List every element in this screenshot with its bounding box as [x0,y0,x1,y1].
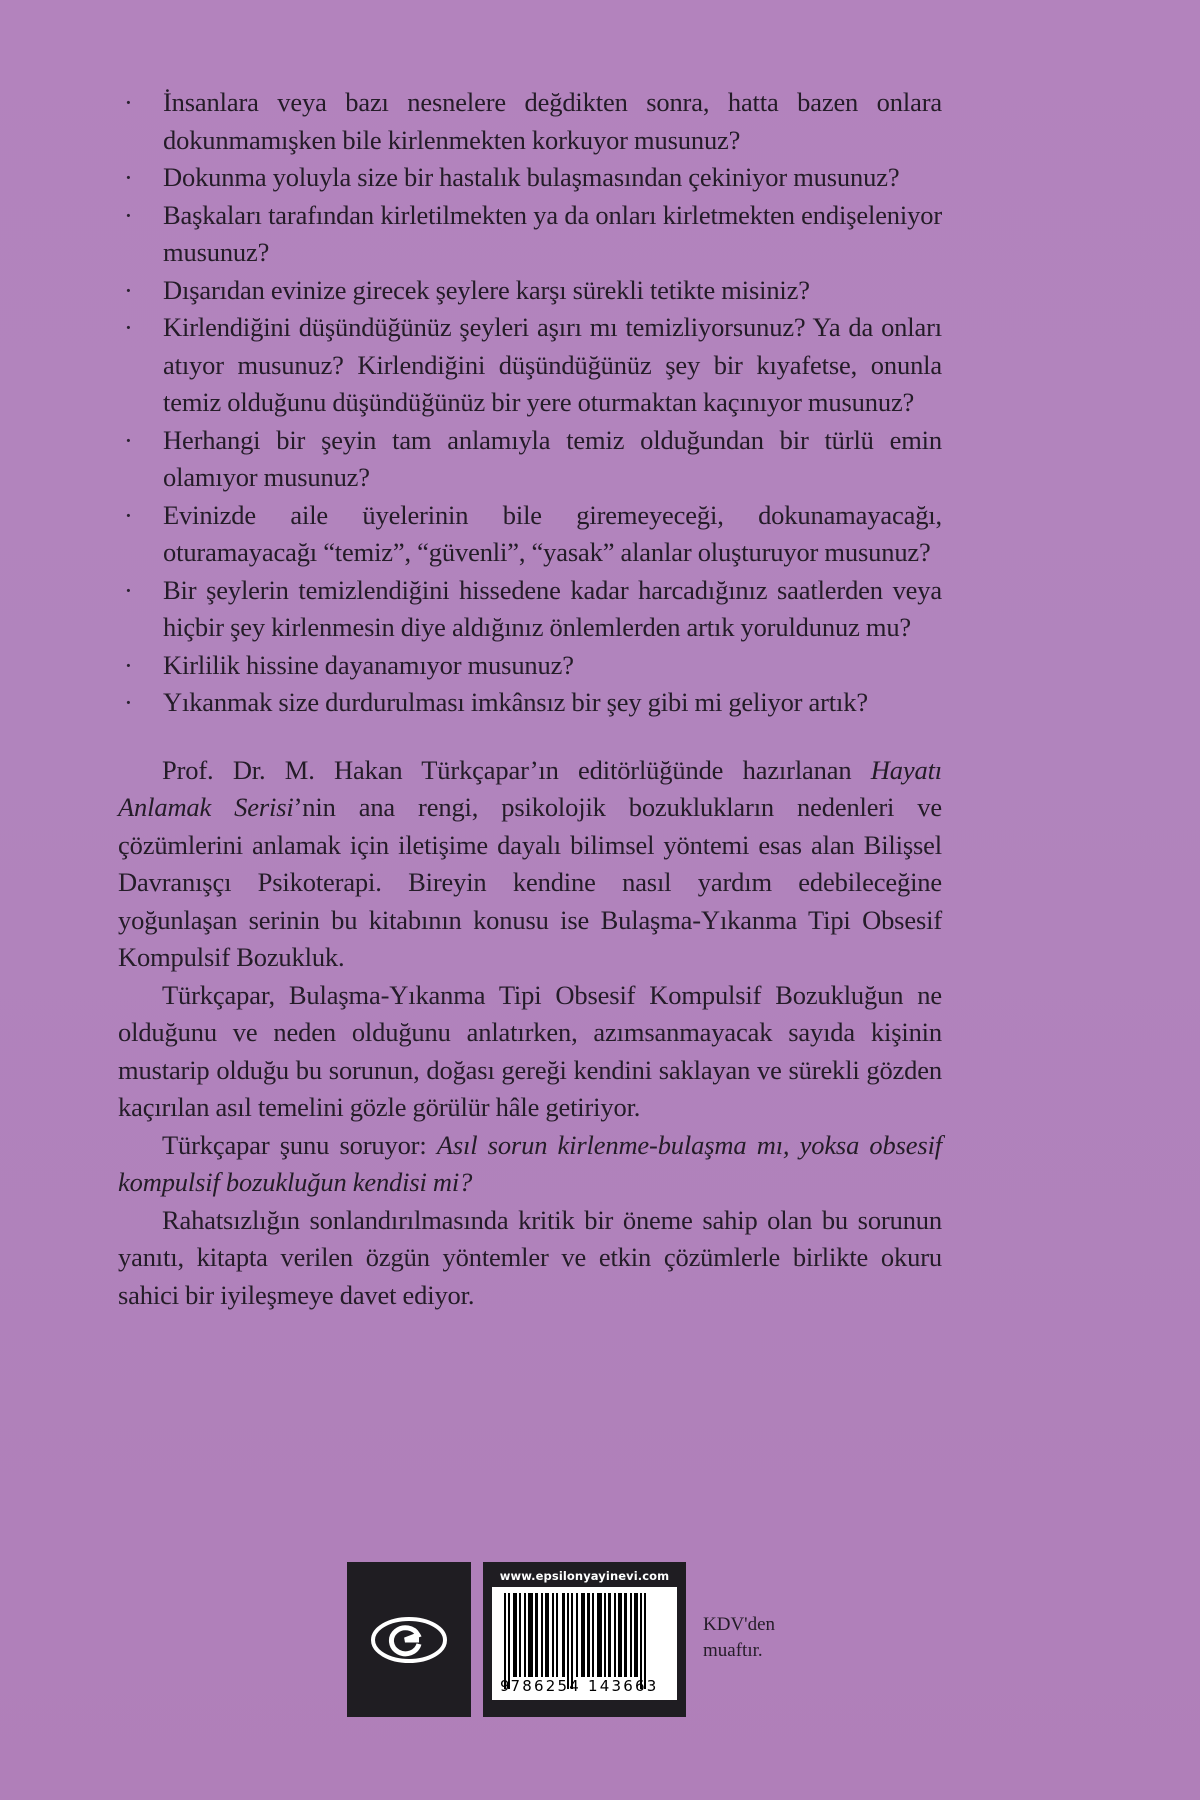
barcode-bars [504,1593,668,1677]
question-text: Dokunma yoluyla size bir hastalık bulaşmasından çekiniyor musunuz? [163,162,900,192]
list-item [118,84,942,159]
publisher-website: www.epsilonyayinevi.com [499,1569,670,1583]
bullet-dot-icon: · [124,87,133,117]
list-item [118,197,942,272]
bullet-dot-icon: · [124,162,133,192]
tax-note-line-1: KDV'den [703,1614,776,1635]
list-item [118,272,942,310]
blurb-p1-part2: ’nin ana rengi, psikolojik bozuklukların nedenleri ve çözümlerini anlamak için iletişime dayalı bilimsel yöntemi esas alan Bilişsel Davranışçı Psikoterapi. Bireyin kendine nasıl yardım edebileceğine yoğunlaşan serinin bu kitabının konusu ise Bulaşma-Yıkanma Tipi Obsesif Kompulsif Bozukluk. [118,792,942,972]
question-text: Kirlendiğini düşündüğünüz şeyleri aşırı mı temizliyorsunuz? Ya da onları atıyor musunuz? Kirlendiğini düşündüğünüz şey bir kıyafetse, onunla temiz olduğunu düşündüğünüz bir yere oturmaktan kaçınıyor musunuz? [163,312,942,417]
bullet-dot-icon: · [124,499,133,530]
question-text: Kirlilik hissine dayanamıyor musunuz? [163,649,574,680]
question-text: Evinizde aile üyelerinin bile giremeyeceği, dokunamayacağı, oturamayacağı “temiz”, “güvenli”, “yasak” alanlar oluşturuyor musunuz? [163,499,942,567]
bullet-dot-icon: · [124,649,133,680]
publisher-logo-box [347,1562,471,1717]
list-item [118,422,942,497]
barcode-number-row [492,1677,677,1695]
bullet-dot-icon: · [124,312,133,342]
list-item [118,309,942,422]
blurb-paragraph-3 [118,1127,942,1202]
list-item [118,684,942,722]
series-title: Hayatı Anlamak Serisi [118,754,942,822]
barcode-digits: 786254 143663 [510,1677,659,1695]
bullet-dot-icon: · [124,574,133,605]
bullet-dot-icon: · [124,199,133,230]
blurb-section [118,752,942,1315]
question-text: Herhangi bir şeyin tam anlamıyla temiz olduğundan bir türlü emin olamıyor musunuz? [163,424,942,492]
blurb-p3-part1: Türkçapar şunu soruyor: [162,1129,437,1160]
barcode-box [483,1562,686,1717]
bullet-dot-icon: · [124,424,133,455]
question-text: Başkaları tarafından kirletilmekten ya da onları kirletmekten endişeleniyor musunuz? [163,199,942,267]
list-item [118,572,942,647]
cover-content [118,84,942,1314]
tax-note [703,1612,775,1664]
question-text: Bir şeylerin temizlendiğini hissedene kadar harcadığınız saatlerden veya hiçbir şey kirlenmesin diye aldığınız önlemlerden artık yoruldunuz mu? [163,574,942,642]
barcode-graphic [492,1587,677,1700]
list-item [118,647,942,685]
epsilon-logo-icon [369,1614,449,1666]
self-check-question-list [118,84,942,722]
question-text: Yıkanmak size durdurulması imkânsız bir şey gibi mi geliyor artık? [163,687,868,717]
question-text: İnsanlara veya bazı nesnelere değdikten sonra, hatta bazen onlara dokunmamışken bile kirlenmekten korkuyor musunuz? [163,87,942,155]
bullet-dot-icon: · [124,274,133,305]
bullet-dot-icon: · [124,687,133,717]
blurb-paragraph-1 [118,752,942,977]
list-item [118,497,942,572]
list-item [118,159,942,197]
tax-note-line-2: muaftır. [703,1640,763,1661]
blurb-question-italic: Asıl sorun kirlenme-bulaşma mı, yoksa obsesif kompulsif bozukluğun kendisi mi? [118,1129,942,1197]
blurb-paragraph-4: Rahatsızlığın sonlandırılmasında kritik bir öneme sahip olan bu sorunun yanıtı, kitapta verilen özgün yöntemler ve etkin çözümlerle birlikte okuru sahici bir iyileşmeye davet ediyor. [118,1204,942,1310]
question-text: Dışarıdan evinize girecek şeylere karşı sürekli tetikte misiniz? [163,274,810,305]
barcode-lead-digit: 9 [500,1677,512,1695]
blurb-p1-part1: Prof. Dr. M. Hakan Türkçapar’ın editörlüğünde hazırlanan [162,754,871,785]
blurb-paragraph-2: Türkçapar, Bulaşma-Yıkanma Tipi Obsesif Kompulsif Bozukluğun ne olduğunu ve neden olduğunu anlatırken, azımsanmayacak sayıda kişinin mustarip olduğu bu sorunun, doğası gereği kendini saklayan ve sürekli gözden kaçırılan asıl temelini gözle görülür hâle getiriyor. [118,979,942,1122]
